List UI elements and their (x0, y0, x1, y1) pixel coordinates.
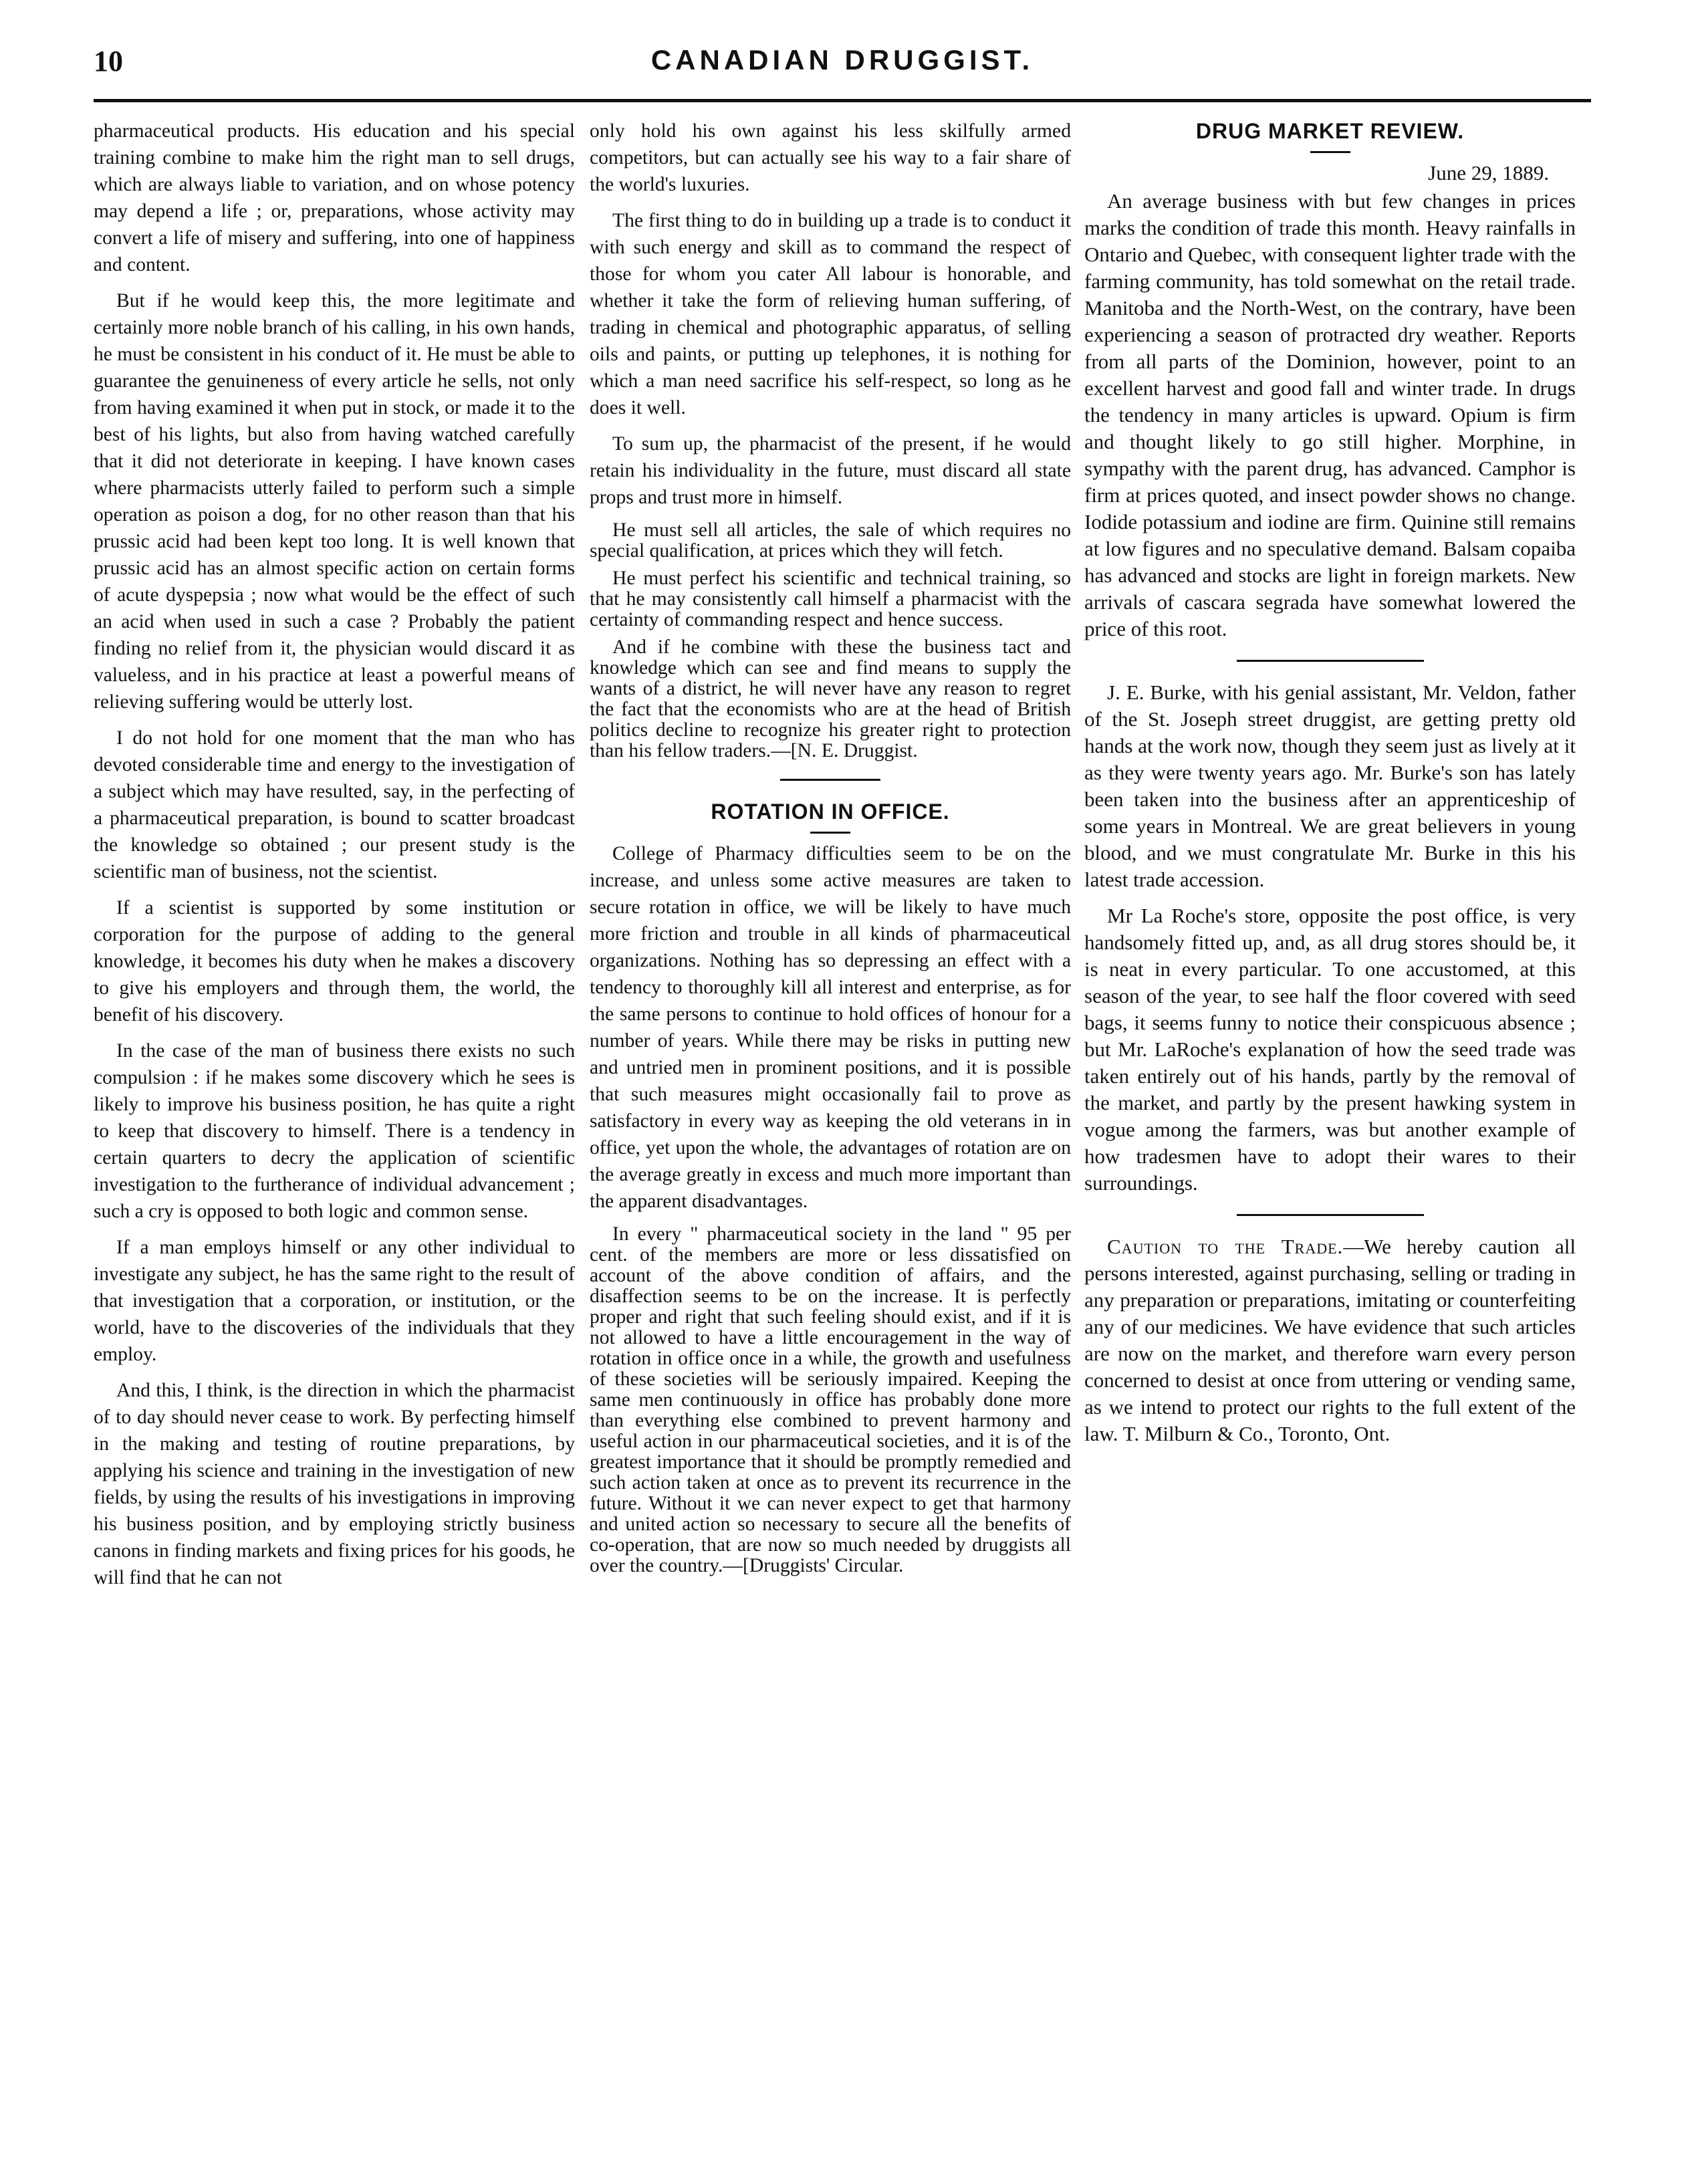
article-paragraph: To sum up, the pharmacist of the present, if he would retain his individuality in the future, must discard all state props and trust more in himself. (590, 433, 1071, 508)
rotation-paragraph: In every " pharmaceutical society in the land " 95 per cent. of the members are more or less dissatisfied on account of the above condition of affairs, and the disaffection seems to be on the increase. It is perfectly proper and right that such feeling should exist, and if it is not allowed to have a little encouragement in the way of rotation in office once in a while, the growth and usefulness of these societies will be seriously impaired. Keeping the same men continuously in office has probably done more than everything else combined to prevent harmony and useful action in our pharmaceutical societies, and it is of the greatest importance that it should be promptly remedied and such action taken at once as to prevent its recurrence in the future. Without it we can never expect to get that harmony and united action so necessary to secure all the benefits of co-operation, that are now so much needed by druggists all over the country.—[Druggists' Circular. (590, 1223, 1071, 1576)
section-divider (780, 779, 880, 781)
article-paragraph: He must perfect his scientific and technical training, so that he may consistently call himself a pharmacist with the certainty of commanding respect and hence success. (590, 568, 1071, 630)
caution-body: —We hereby caution all persons interested, against purchasing, selling or trading in any preparation or preparations, imitating or counterfeiting any of our medicines. We have evidence that such articles are now on the market, and therefore warn every person concerned to desist at once from uttering or vending same, as we intend to protect our rights to the full extent of the law. T. Milburn & Co., Toronto, Ont. (1084, 1235, 1576, 1445)
market-review-title: DRUG MARKET REVIEW. (1195, 119, 1465, 143)
section-divider (1237, 660, 1424, 662)
masthead-title: CANADIAN DRUGGIST. (650, 44, 1034, 76)
article-paragraph: But if he would keep this, the more legitimate and certainly more noble branch of his calling, in his own hands, he must be consistent in his conduct of it. He must be able to guarantee the genuineness of every article he sells, not only from having examined it when put in stock, or made it to the best of his lights, but also from having watched carefully that it did not deteriorate in keeping. I have known cases where pharmacists utterly failed to perform such a simple operation as poison a dog, for no other reason than that his prussic acid had been kept too long. It is well known that prussic acid has an almost specific action on certain forms of acute dyspepsia ; now what would be the effect of such an acid when used in such a case ? Probably the patient finding no relief from it, the physician would discard it as valueless, and in his practice at least a powerful means of relieving suffering would be utterly lost. (94, 290, 575, 713)
article-paragraph: And this, I think, is the direction in which the pharmacist of to day should never cease to work. By perfecting himself in the making and testing of routine preparations, by applying his science and training in the investigation of new fields, by using the results of his investigations in improving his business position, and by employing strictly business canons in finding markets and fixing prices for his goods, he will find that he can not (94, 1380, 575, 1588)
market-review-body: An average business with but few changes in prices marks the condition of trade this month. Heavy rainfalls in Ontario and Quebec, with consequent lighter trade with the farming community, has told somewhat on the retail trade. Manitoba and the North-West, on the contrary, have been experiencing a season of protracted dry weather. Reports from all parts of the Dominion, however, point to an excellent harvest and good fall and winter trade. In drugs the tendency in many articles is upward. Opium is firm and thought likely to go still higher. Morphine, in sympathy with the parent drug, has advanced. Camphor is firm at prices quoted, and insect powder shows no change. Iodide potassium and iodine are firm. Quinine still remains at low figures and no speculative demand. Balsam copaiba has advanced and stocks are light in foreign markets. New arrivals of cascara segrada have somewhat lowered the price of this root. (1084, 189, 1576, 640)
article-paragraph: I do not hold for one moment that the man who has devoted considerable time and energy to the investigation of a subject which may have resulted, say, in the perfecting of a pharmaceutical preparation, is bound to scatter broadcast the knowledge so obtained ; our present study is the scientific man of business, not the scientist. (94, 727, 575, 882)
article-paragraph: He must sell all articles, the sale of which requires no special qualification, at prices which they will fetch. (590, 519, 1071, 562)
caution-notice (1084, 1233, 1576, 1447)
article-paragraph: pharmaceutical products. His education and his special training combine to make him the right man to sell drugs, which are always liable to variation, and on whose potency may depend a life ; or, preparations, whose activity may convert a life of misery and suffering, into one of happiness and content. (94, 120, 575, 275)
title-underline (810, 832, 850, 834)
laroche-paragraph: Mr La Roche's store, opposite the post office, is very handsomely fitted up, and, as all drug stores should be, it is neat in every particular. To one accustomed, at this season of the year, to see half the floor covered with seed bags, it seems funny to notice their conspicuous absence ; but Mr. LaRoche's explanation of how the seed trade was taken entirely out of his hands, partly by the removal of the market, and partly by the present hawking system in vogue among the farmers, was but another example of how tradesmen have to adopt their wares to their surroundings. (1084, 904, 1576, 1195)
article-paragraph: If a man employs himself or any other individual to investigate any subject, he has the same right to the result of that investigation that a corporation, or institution, or the world, have to the discoveries of the individuals that they employ. (94, 1237, 575, 1365)
column-2 (590, 118, 1071, 1583)
article-paragraph: If a scientist is supported by some institution or corporation for the purpose of adding to the general knowledge, it becomes his duty when he makes a discovery to give his employers and through them, the world, the benefit of his discovery. (94, 897, 575, 1025)
burke-paragraph: J. E. Burke, with his genial assistant, Mr. Veldon, father of the St. Joseph street druggist, are getting pretty old hands at the work now, though they seem just as lively at it as they were twenty years ago. Mr. Burke's son has lately been taken into the business after an apprenticeship of some years in Montreal. We are great believers in young blood, and we must congratulate Mr. Burke in this his latest trade accession. (1084, 681, 1576, 891)
header-rule (94, 99, 1591, 102)
section-divider (1237, 1214, 1424, 1216)
caution-heading: Caution to the Trade. (1107, 1235, 1344, 1258)
title-underline (1310, 151, 1350, 153)
rotation-paragraph: College of Pharmacy difficulties seem to be on the increase, and unless some active measures are taken to secure rotation in office, we will be likely to have much more friction and trouble in all kinds of pharmaceutical organizations. Nothing has so depressing an effect with a tendency to thoroughly kill all interest and enterprise, as for the same persons to continue to hold offices of honour for a number of years. While there may be risks in putting new and untried men in prominent positions, and it is possible that such measures might occasionally fail to prove as satisfactory in every way as keeping the old veterans in in office, yet upon the whole, the advantages of rotation are on the average greatly in excess and much more important than the apparent disadvantages. (590, 843, 1071, 1212)
column-3 (1084, 118, 1576, 1457)
article-paragraph: And if he combine with these the business tact and knowledge which can see and find means to supply the wants of a district, he will never have any reason to regret the fact that the economists who are at the head of British politics decline to recognize his greater right to protection than his fellow traders.—[N. E. Druggist. (590, 636, 1071, 761)
page-header (94, 44, 1591, 91)
article-paragraph: In the case of the man of business there exists no such compulsion : if he makes some discovery which he sees is likely to improve his business position, he has quite a right to keep that discovery to himself. There is a tendency in certain quarters to decry the application of scientific investigation to the furtherance of individual advancement ; such a cry is opposed to both logic and common sense. (94, 1040, 575, 1222)
rotation-title: ROTATION IN OFFICE. (711, 800, 950, 824)
page-number: 10 (94, 45, 123, 78)
market-review-date: June 29, 1889. (1428, 161, 1549, 185)
article-paragraph: The first thing to do in building up a trade is to conduct it with such energy and skill as to command the respect of those for whom you cater All labour is honorable, and whether it take the form of relieving human suffering, of trading in chemical and photographic apparatus, of selling oils and paints, or putting up telephones, it is nothing for which a man need sacrifice his self-respect, so long as he does it well. (590, 210, 1071, 418)
column-1 (94, 118, 575, 1600)
article-paragraph: only hold his own against his less skilfully armed competitors, but can actually see his way to a fair share of the world's luxuries. (590, 120, 1071, 195)
